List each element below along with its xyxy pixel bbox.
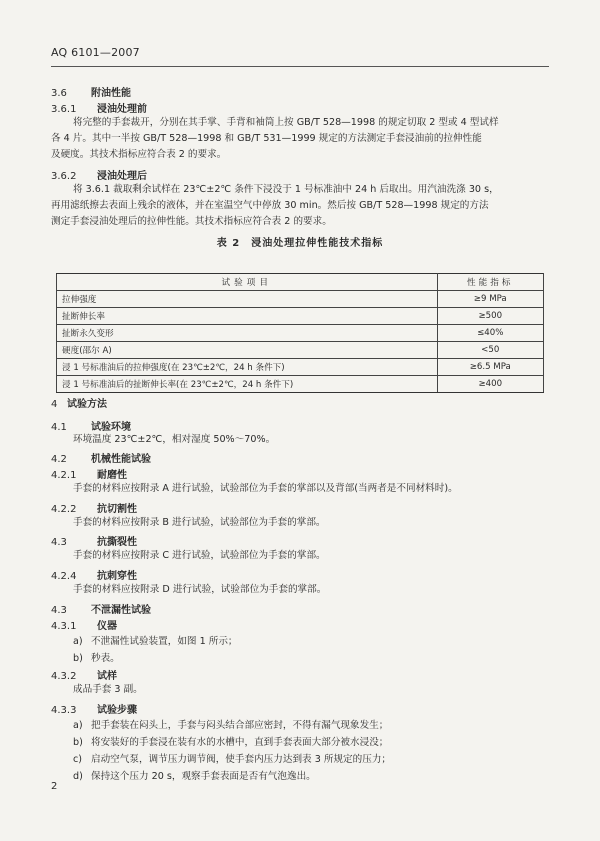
table-cell: 扯断永久变形 [57,325,438,342]
table-cell: 浸 1 号标准油后的扯断伸长率(在 23℃±2℃，24 h 条件下) [57,376,438,393]
table-cell: 扯断伸长率 [57,308,438,325]
table-2-title: 表 2 浸油处理拉伸性能技术指标 [216,238,384,249]
table-header-row [57,274,544,291]
list-item: a) 把手套装在闷头上，手套与闷头结合部应密封，不得有漏气现象发生； [73,720,389,731]
table-row [57,325,544,342]
section-4-3-2-paragraph: 成品手套 3 副。 [73,684,143,695]
table-cell: ≥400 [437,376,544,393]
section-3-6-heading: 3.6 附油性能 [51,88,131,99]
list-item: c) 启动空气泵，调节压力调节阀，使手套内压力达到表 3 所规定的压力； [73,754,392,765]
section-4-2-2-paragraph: 手套的材料应按附录 B 进行试验，试验部位为手套的掌部。 [73,517,326,528]
section-4-1-paragraph: 环境温度 23℃±2℃，相对湿度 50%～70%。 [73,434,276,445]
list-item: b) 秒表。 [73,653,120,664]
document-id-header: AQ 6101—2007 [51,46,140,59]
table-cell: 浸 1 号标准油后的拉伸强度(在 23℃±2℃，24 h 条件下) [57,359,438,376]
table-cell: ≥9 MPa [437,291,544,308]
table-row [57,291,544,308]
table-header-cell: 试验项目 [57,274,438,291]
table-2 [56,273,544,393]
table-row [57,308,544,325]
list-item: d) 保持这个压力 20 s，观察手套表面是否有气泡逸出。 [73,771,316,782]
table-cell: <50 [437,342,544,359]
section-4-2-heading: 4.2 机械性能试验 [51,454,151,465]
table-cell: ≥500 [437,308,544,325]
table-row [57,342,544,359]
section-4-3-2-heading: 4.3.2 试样 [51,671,117,682]
section-3-6-1-paragraph [51,115,551,163]
table-cell: ≤40% [437,325,544,342]
paragraph-line: 及硬度。其技术指标应符合表 2 的要求。 [51,149,227,160]
section-4-heading: 4 试验方法 [51,399,107,410]
section-4-3-3-heading: 4.3.3 试验步骤 [51,705,137,716]
table-cell: 硬度(邵尔 A) [57,342,438,359]
paragraph-line: 将完整的手套裁开，分别在其手掌、手背和袖筒上按 GB/T 528—1998 的规定切取 2 型或 4 型试样 [73,117,499,128]
section-3-6-2-heading: 3.6.2 浸油处理后 [51,171,147,182]
paragraph-line: 测定手套浸油处理后的拉伸性能。其技术指标应符合表 2 的要求。 [51,216,332,227]
header-rule [51,66,549,67]
paragraph-line: 各 4 片。其中一半按 GB/T 528—1998 和 GB/T 531—1999 规定的方法测定手套浸油前的拉伸性能 [51,133,482,144]
section-4-2-3-paragraph: 手套的材料应按附录 C 进行试验，试验部位为手套的掌部。 [73,550,326,561]
section-4-2-1-paragraph: 手套的材料应按附录 A 进行试验，试验部位为手套的掌部以及背部(当两者是不同材料时)。 [73,483,458,494]
section-3-6-2-paragraph [51,182,551,230]
section-4-2-4-paragraph: 手套的材料应按附录 D 进行试验，试验部位为手套的掌部。 [73,584,327,595]
section-4-2-4-heading: 4.2.4 抗刺穿性 [51,571,137,582]
section-4-2-1-heading: 4.2.1 耐磨性 [51,470,127,481]
paragraph-line: 将 3.6.1 裁取剩余试样在 23℃±2℃ 条件下浸没于 1 号标准油中 24 h 后取出。用汽油洗涤 30 s， [73,184,499,195]
paragraph-line: 再用滤纸擦去表面上残余的液体，并在室温空气中停放 30 min。然后按 GB/T 528—1998 规定的方法 [51,200,489,211]
section-4-2-2-heading: 4.2.2 抗切割性 [51,504,137,515]
section-4-2-3-heading: 4.3 抗撕裂性 [51,537,137,548]
page-number: 2 [51,781,58,792]
section-4-1-heading: 4.1 试验环境 [51,422,131,433]
table-cell: 拉伸强度 [57,291,438,308]
table-row [57,359,544,376]
list-item: a) 不泄漏性试验装置，如图 1 所示； [73,636,238,647]
list-item: b) 将安装好的手套浸在装有水的水槽中，直到手套表面大部分被水浸没； [73,737,389,748]
section-4-3-1-heading: 4.3.1 仪器 [51,621,117,632]
table-row [57,376,544,393]
section-3-6-1-heading: 3.6.1 浸油处理前 [51,104,147,115]
table-header-cell: 性能指标 [437,274,544,291]
table-cell: ≥6.5 MPa [437,359,544,376]
section-4-3-heading: 4.3 不泄漏性试验 [51,605,151,616]
